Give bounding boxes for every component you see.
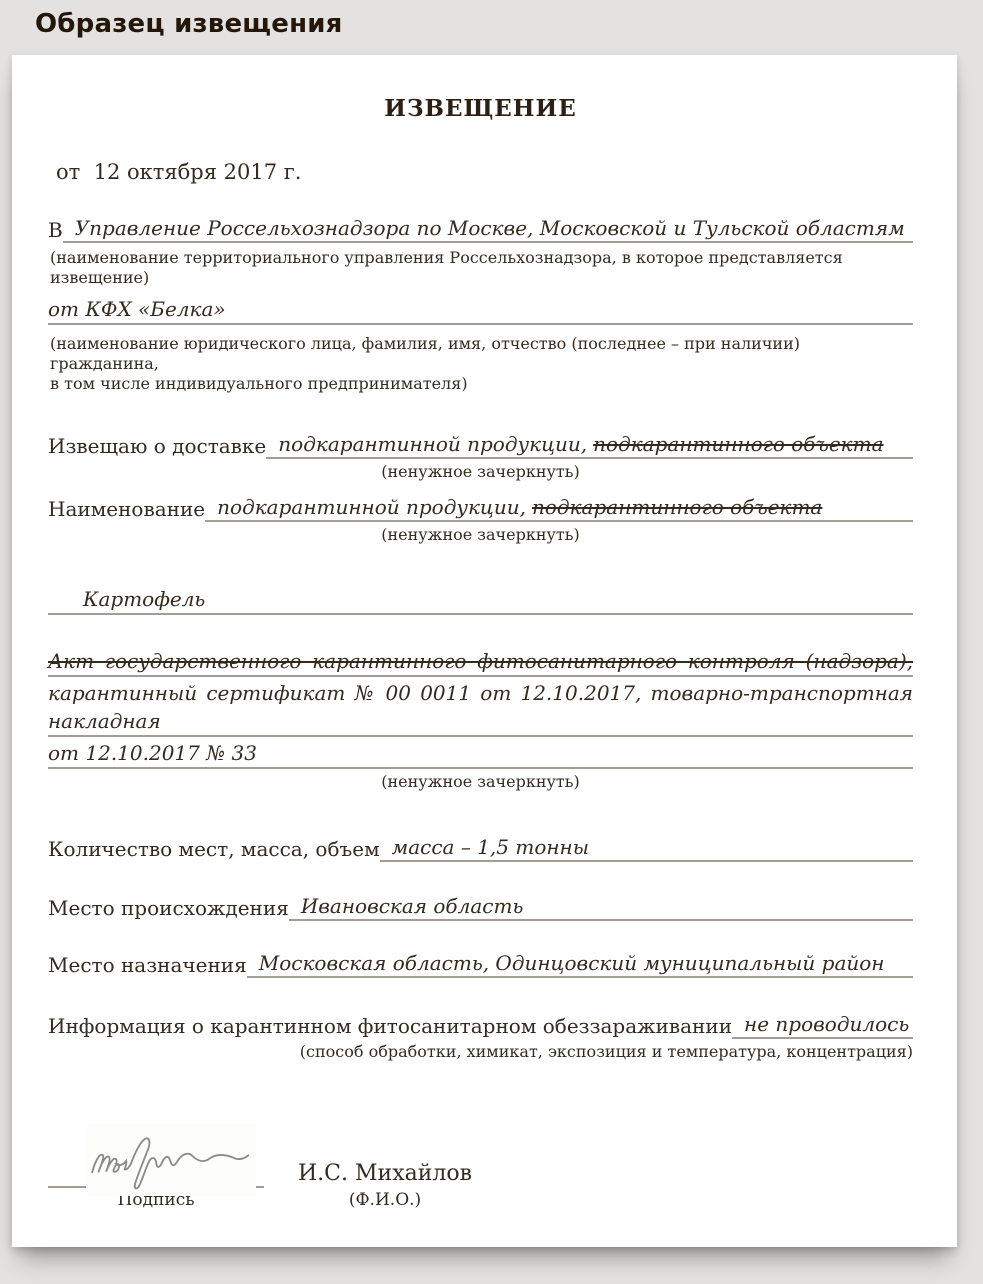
sender-fill-line xyxy=(48,295,913,325)
product-name-label: Наименование xyxy=(48,497,206,521)
signatory-column xyxy=(288,1161,482,1210)
date-line: от 12 октября 2017 г. xyxy=(56,160,302,184)
disinfection-fill-line xyxy=(732,1011,913,1039)
documents-line3-value: от 12.10.2017 № 33 xyxy=(48,741,257,765)
disinfection-hint: (способ обработки, химикат, экспозиция и температура, концентрация) xyxy=(299,1042,913,1061)
product-name-row xyxy=(48,494,913,522)
origin-value: Ивановская область xyxy=(300,894,524,918)
sender-value: от КФХ «Белка» xyxy=(48,297,226,321)
notification-document xyxy=(12,55,957,1247)
signature-block xyxy=(48,1124,913,1210)
delivery-row xyxy=(48,431,913,459)
origin-row xyxy=(48,893,913,921)
addressee-value: Управление Россельхознадзора по Москве, Московской и Тульской областям xyxy=(74,216,905,240)
signatory-caption: (Ф.И.О.) xyxy=(348,1190,422,1210)
addressee-hint: (наименование территориального управления Россельхознадзора, в которое представляется извещение) xyxy=(50,248,843,287)
sender-hint-line2: в том числе индивидуального предпринимателя) xyxy=(50,374,468,393)
sender-hint-line1: (наименование юридического лица, фамилия, имя, отчество (последнее – при наличии) гражданина, xyxy=(50,334,800,373)
documents-hint: (ненужное зачеркнуть) xyxy=(381,772,580,791)
product-fill-line xyxy=(48,585,913,615)
quantity-value: масса – 1,5 тонны xyxy=(391,835,589,859)
documents-line3 xyxy=(48,739,913,769)
destination-value: Московская область, Одинцовский муниципальный район xyxy=(258,951,885,975)
product-name-hint: (ненужное зачеркнуть) xyxy=(381,525,580,544)
signature-column xyxy=(48,1124,264,1210)
product-name-value-kept: подкарантинной продукции, xyxy=(217,495,526,519)
destination-label: Место назначения xyxy=(48,953,247,977)
addressee-fill-line xyxy=(63,215,913,243)
disinfection-row xyxy=(48,1011,913,1039)
origin-fill-line xyxy=(289,893,913,921)
addressee-prefix: В xyxy=(48,218,63,242)
documents-line2-value: карантинный сертификат № 00 0011 от 12.10.2017, товарно-транспортная накладная xyxy=(48,681,913,733)
signature-stroke-icon xyxy=(86,1124,256,1196)
delivery-label: Извещаю о доставке xyxy=(48,434,267,458)
quantity-row xyxy=(48,834,913,862)
destination-row xyxy=(48,950,913,978)
delivery-value-struck: подкарантинного объекта xyxy=(593,432,884,456)
signature xyxy=(48,1124,264,1188)
document-title: ИЗВЕЩЕНИЕ xyxy=(384,95,577,122)
documents-block xyxy=(48,647,913,769)
product-value: Картофель xyxy=(83,587,206,611)
documents-line2 xyxy=(48,679,913,737)
page-title: Образец извещения xyxy=(35,9,343,39)
destination-fill-line xyxy=(247,950,913,978)
origin-label: Место происхождения xyxy=(48,896,289,920)
documents-line1-value: Акт государственного карантинного фитосанитарного контроля (надзора), xyxy=(48,649,913,673)
addressee-row xyxy=(48,215,913,243)
product-name-value-struck: подкарантинного объекта xyxy=(532,495,823,519)
product-name-fill-line xyxy=(205,494,913,522)
documents-line1 xyxy=(48,647,913,677)
delivery-hint: (ненужное зачеркнуть) xyxy=(381,462,580,481)
disinfection-label: Информация о карантинном фитосанитарном обеззараживании xyxy=(48,1014,733,1038)
disinfection-value: не проводилось xyxy=(744,1012,910,1036)
quantity-label: Количество мест, масса, объем xyxy=(48,837,380,861)
delivery-value-kept: подкарантинной продукции, xyxy=(278,432,588,456)
delivery-fill-line xyxy=(266,431,913,459)
signature-caption: Подпись xyxy=(117,1190,195,1210)
signatory-name: И.С. Михайлов xyxy=(298,1161,472,1186)
quantity-fill-line xyxy=(380,834,913,862)
